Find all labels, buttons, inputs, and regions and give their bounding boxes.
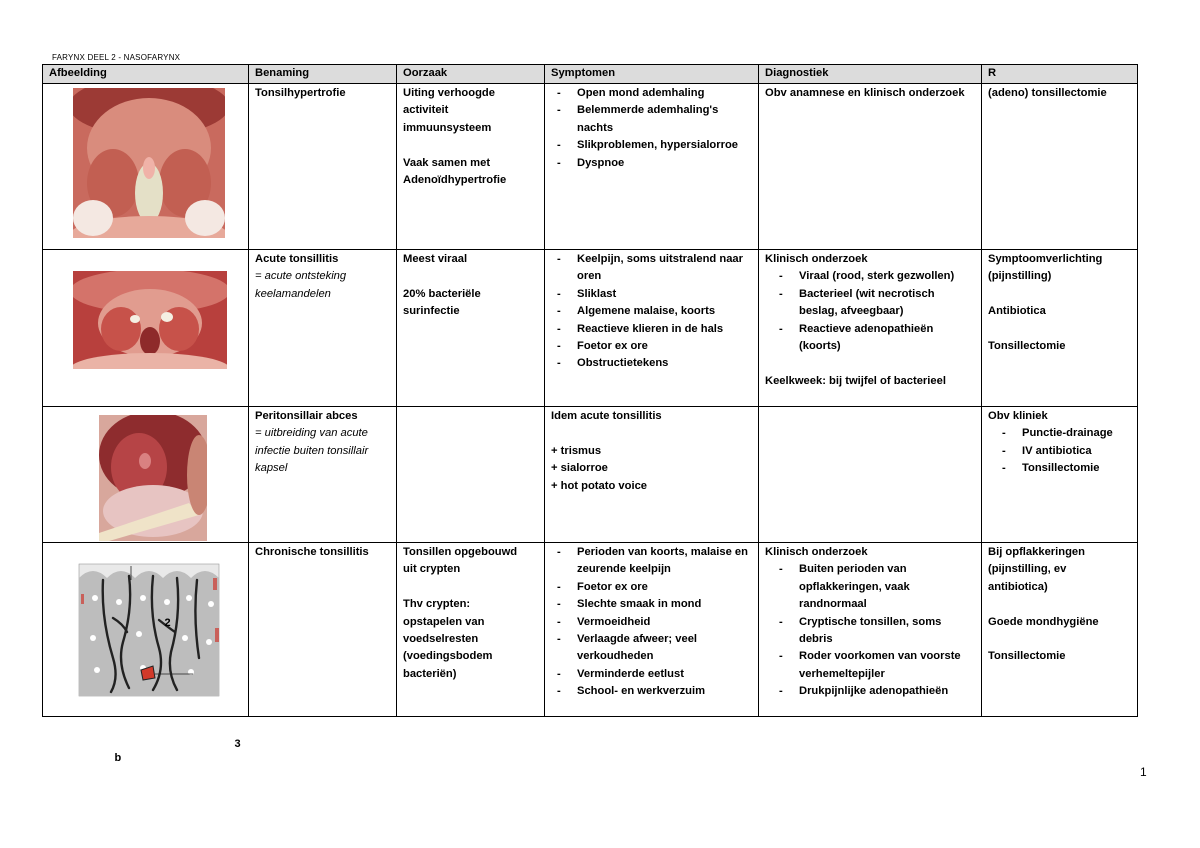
cause-line: opstapelen van	[403, 615, 485, 628]
diagnostics-item: - Reactieve adenopathieën (koorts)	[765, 321, 976, 356]
table-row-acute-tonsillitis	[43, 250, 1138, 407]
treatment-line: antibiotica)	[988, 580, 1048, 593]
col-header-r: R	[982, 65, 1138, 84]
diagnostics-text: Klinisch onderzoek	[765, 253, 868, 265]
col-header-benaming: Benaming	[249, 65, 397, 84]
treatment-line: Tonsillectomie	[988, 340, 1066, 352]
diagnostics-text: Klinisch onderzoek	[765, 546, 868, 558]
cause-line: voedselresten	[403, 633, 479, 646]
cause-cell	[397, 250, 545, 407]
cause-line: activiteit	[403, 104, 449, 117]
treatment-line: Bij opflakkeringen	[988, 546, 1085, 558]
diagnostics-item: - Cryptische tonsillen, soms debris	[765, 614, 976, 649]
col-header-diagnostiek: Diagnostiek	[759, 65, 982, 84]
name-cell	[249, 407, 397, 543]
table-row-chronische-tonsillitis	[43, 543, 1138, 717]
cause-line: 20% bacteriële	[403, 287, 481, 300]
name-cell	[249, 84, 397, 250]
figure-label-3: 3	[234, 737, 241, 750]
image-cell	[43, 407, 249, 543]
name-cell	[249, 543, 397, 717]
figure-label-b: b	[114, 751, 122, 764]
symptom-item: - Foetor ex ore	[551, 579, 753, 596]
cause-line: Meest viraal	[403, 253, 468, 265]
diagnostics-item: - Viraal (rood, sterk gezwollen)	[765, 268, 976, 285]
cause-line: bacteriën)	[403, 667, 457, 680]
diagnostics-cell	[759, 250, 982, 407]
cause-line: Adenoïdhypertrofie	[403, 174, 507, 187]
diagnostics-cell	[759, 543, 982, 717]
diagnostics-item: - Roder voorkomen van voorste verhemeltepijler	[765, 648, 976, 683]
diagnostics-item: - Buiten perioden van opflakkeringen, vaak randnormaal	[765, 561, 976, 613]
diagnostics-text: Obv anamnese en klinisch onderzoek	[765, 87, 965, 99]
condition-definition: = uitbreiding van acute infectie buiten tonsillair kapsel	[255, 427, 369, 475]
treatment-item: - Punctie-drainage	[988, 425, 1132, 442]
tonsil-crypt-diagram	[73, 558, 225, 700]
page-number: 1	[1140, 765, 1147, 779]
symptom-item: - Dyspnoe	[551, 155, 753, 172]
cause-cell	[397, 84, 545, 250]
symptom-line: + sialorroe	[551, 462, 608, 475]
treatment-line: Goede mondhygiëne	[988, 615, 1099, 628]
table-row-peritonsillair-abces	[43, 407, 1138, 543]
treatment-line: Antibiotica	[988, 305, 1046, 318]
symptoms-cell	[545, 407, 759, 543]
symptom-item: - Algemene malaise, koorts	[551, 303, 753, 320]
diagnostics-cell	[759, 407, 982, 543]
treatment-line: (adeno) tonsillectomie	[988, 87, 1107, 99]
treatment-cell	[982, 84, 1138, 250]
condition-name: Chronische tonsillitis	[255, 546, 369, 558]
cause-cell	[397, 407, 545, 543]
diagnostics-item: - Bacterieel (wit necrotisch beslag, afveegbaar)	[765, 286, 976, 321]
symptom-item: - Foetor ex ore	[551, 338, 753, 355]
farynx-table	[42, 64, 1138, 764]
cause-line: (voedingsbodem	[403, 650, 493, 663]
symptom-item: - Perioden van koorts, malaise en zeurende keelpijn	[551, 544, 753, 579]
cause-line: immuunsysteem	[403, 121, 492, 134]
treatment-item: - Tonsillectomie	[988, 460, 1132, 477]
treatment-line: (pijnstilling)	[988, 270, 1052, 283]
cause-line: surinfectie	[403, 305, 460, 318]
condition-definition: = acute ontsteking keelamandelen	[255, 270, 347, 300]
symptom-item: - Verminderde eetlust	[551, 666, 753, 683]
symptom-item: - Obstructietekens	[551, 355, 753, 372]
symptom-item: - Reactieve klieren in de hals	[551, 321, 753, 338]
cause-line: Thv crypten:	[403, 598, 471, 611]
symptoms-cell	[545, 84, 759, 250]
peritonsillar-abscess-photo	[99, 415, 207, 541]
symptom-item: - Open mond ademhaling	[551, 85, 753, 102]
condition-name: Acute tonsillitis	[255, 253, 339, 265]
image-cell	[43, 543, 249, 764]
symptom-item: - Verlaagde afweer; veel verkoudheden	[551, 631, 753, 666]
header-row	[43, 65, 1138, 84]
treatment-cell	[982, 250, 1138, 407]
treatment-item: - IV antibiotica	[988, 443, 1132, 460]
running-head: FARYNX DEEL 2 - NASOFARYNX	[52, 53, 181, 62]
symptom-line: Idem acute tonsillitis	[551, 410, 662, 422]
cause-line: Uiting verhoogde	[403, 87, 495, 99]
symptom-item: - Slikproblemen, hypersialorroe	[551, 137, 753, 154]
symptoms-cell	[545, 543, 759, 717]
tonsil-hypertrophy-photo	[73, 88, 225, 238]
image-cell	[43, 250, 249, 407]
symptoms-cell	[545, 250, 759, 407]
treatment-line: (pijnstilling, ev	[988, 563, 1067, 576]
symptom-item: - Sliklast	[551, 286, 753, 303]
treatment-cell	[982, 543, 1138, 717]
treatment-line: Obv kliniek	[988, 410, 1048, 422]
table-row-tonsilhypertrofie	[43, 84, 1138, 250]
cause-line: Vaak samen met	[403, 156, 491, 169]
treatment-line: Tonsillectomie	[988, 650, 1066, 663]
name-cell	[249, 250, 397, 407]
cause-cell	[397, 543, 545, 717]
diagnostics-cell	[759, 84, 982, 250]
col-header-oorzaak: Oorzaak	[397, 65, 545, 84]
cause-line: Tonsillen opgebouwd	[403, 546, 518, 558]
symptom-item: - Slechte smaak in mond	[551, 596, 753, 613]
symptom-item: - Belemmerde ademhaling's nachts	[551, 102, 753, 137]
condition-name: Tonsilhypertrofie	[255, 87, 346, 99]
symptom-line: + hot potato voice	[551, 479, 648, 492]
figure-label-2: 2	[164, 616, 171, 629]
acute-tonsillitis-photo	[73, 271, 227, 369]
treatment-line: Symptoomverlichting	[988, 253, 1103, 265]
condition-name: Peritonsillair abces	[255, 410, 358, 422]
symptom-item: - Keelpijn, soms uitstralend naar oren	[551, 251, 753, 286]
treatment-cell	[982, 407, 1138, 543]
symptom-line: + trismus	[551, 444, 602, 457]
col-header-afbeelding: Afbeelding	[43, 65, 249, 84]
diagnostics-item: - Drukpijnlijke adenopathieën	[765, 683, 976, 700]
cause-line: uit crypten	[403, 563, 461, 576]
image-cell	[43, 84, 249, 250]
col-header-symptomen: Symptomen	[545, 65, 759, 84]
diagnostics-text: Keelkweek: bij twijfel of bacterieel	[765, 374, 946, 387]
symptom-item: - School- en werkverzuim	[551, 683, 753, 700]
symptom-item: - Vermoeidheid	[551, 614, 753, 631]
